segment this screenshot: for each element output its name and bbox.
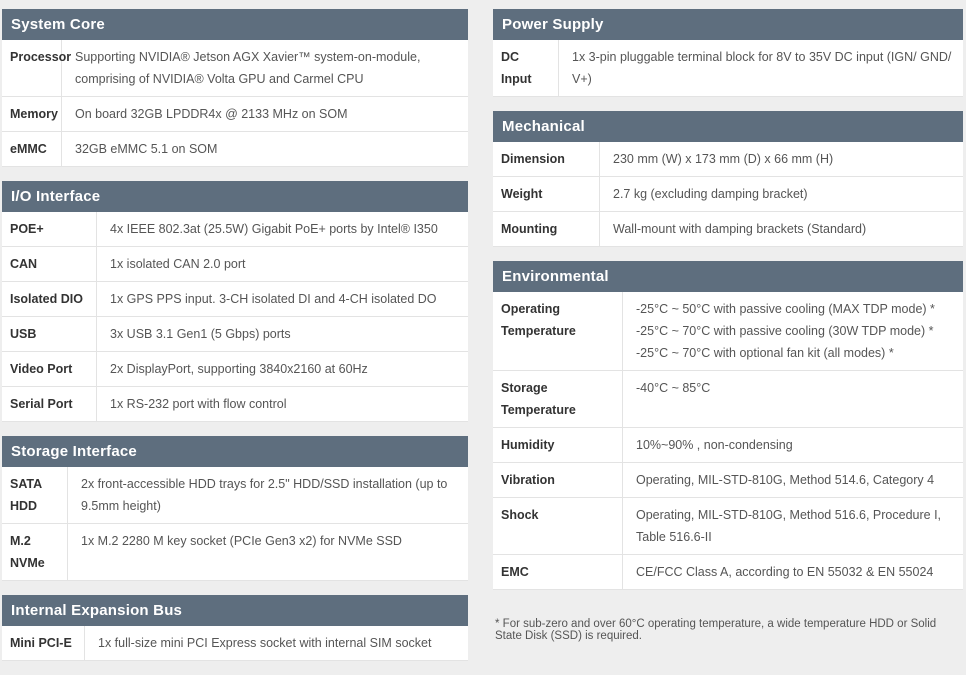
table-title: Power Supply [493, 9, 963, 40]
spec-value: 2x front-accessible HDD trays for 2.5" HDD/SSD installation (up to 9.5mm height) [81, 477, 448, 513]
spec-row [2, 467, 468, 524]
spec-value: 32GB eMMC 5.1 on SOM [75, 142, 218, 156]
spec-row [493, 428, 963, 463]
spec-value: 10%~90% , non-condensing [636, 438, 793, 452]
spec-row [493, 498, 963, 555]
spec-row [493, 555, 963, 590]
spec-value-line: -25°C ~ 70°C with passive cooling (30W TDP mode) * [636, 324, 934, 338]
spec-label: Weight [493, 177, 600, 211]
spec-label: Isolated DIO [2, 282, 97, 316]
spec-label: Mini PCI-E [2, 626, 85, 660]
spec-label: CAN [2, 247, 97, 281]
spec-label: USB [2, 317, 97, 351]
spec-label: Shock [493, 498, 623, 554]
spec-row [2, 97, 468, 132]
table-body [493, 292, 963, 590]
spec-column-left [2, 9, 468, 675]
spec-table [2, 9, 468, 167]
table-body [2, 212, 468, 422]
spec-value: 230 mm (W) x 173 mm (D) x 66 mm (H) [613, 152, 834, 166]
spec-row [493, 292, 963, 371]
spec-row [493, 142, 963, 177]
spec-label: Mounting [493, 212, 600, 246]
table-body [2, 626, 468, 661]
spec-value: 3x USB 3.1 Gen1 (5 Gbps) ports [110, 327, 291, 341]
spec-value: 1x M.2 2280 M key socket (PCIe Gen3 x2) for NVMe SSD [81, 534, 402, 548]
spec-value: 1x full-size mini PCI Express socket with internal SIM socket [98, 636, 432, 650]
spec-value [623, 292, 963, 370]
table-title: Storage Interface [2, 436, 468, 467]
spec-row [2, 317, 468, 352]
spec-value: Wall-mount with damping brackets (Standard) [613, 222, 867, 236]
spec-row [2, 524, 468, 581]
spec-value: On board 32GB LPDDR4x @ 2133 MHz on SOM [75, 107, 348, 121]
spec-label: DC Input [493, 40, 559, 96]
spec-row [2, 387, 468, 422]
spec-value-line: -25°C ~ 50°C with passive cooling (MAX TDP mode) * [636, 302, 935, 316]
table-title: System Core [2, 9, 468, 40]
table-title: Internal Expansion Bus [2, 595, 468, 626]
spec-label: M.2 NVMe [2, 524, 68, 580]
spec-label: Vibration [493, 463, 623, 497]
spec-row [2, 40, 468, 97]
table-title: Mechanical [493, 111, 963, 142]
spec-value: -40°C ~ 85°C [636, 381, 711, 395]
spec-value: CE/FCC Class A, according to EN 55032 & EN 55024 [636, 565, 934, 579]
table-title: I/O Interface [2, 181, 468, 212]
spec-row [493, 463, 963, 498]
spec-label: Operating Temperature [493, 292, 623, 370]
table-title: Environmental [493, 261, 963, 292]
table-body [2, 40, 468, 167]
spec-row [493, 212, 963, 247]
spec-table [493, 9, 963, 97]
spec-table [2, 595, 468, 661]
spec-row [2, 626, 468, 661]
spec-row [2, 247, 468, 282]
spec-label: Processor [2, 40, 62, 96]
spec-row [2, 282, 468, 317]
spec-value: Operating, MIL-STD-810G, Method 516.6, Procedure I, Table 516.6-II [636, 508, 942, 544]
spec-label: Storage Temperature [493, 371, 623, 427]
spec-value: Operating, MIL-STD-810G, Method 514.6, Category 4 [636, 473, 935, 487]
spec-value: 2.7 kg (excluding damping bracket) [613, 187, 808, 201]
spec-row [493, 371, 963, 428]
spec-value: 4x IEEE 802.3at (25.5W) Gigabit PoE+ ports by Intel® I350 [110, 222, 438, 236]
spec-column-right [493, 9, 963, 675]
spec-label: eMMC [2, 132, 62, 166]
spec-label: Memory [2, 97, 62, 131]
spec-label: SATA HDD [2, 467, 68, 523]
spec-row [493, 40, 963, 97]
spec-value: 1x 3-pin pluggable terminal block for 8V to 35V DC input (IGN/ GND/ V+) [572, 50, 952, 86]
spec-label: Dimension [493, 142, 600, 176]
spec-row [493, 177, 963, 212]
table-body [493, 142, 963, 247]
spec-value: 1x GPS PPS input. 3-CH isolated DI and 4-CH isolated DO [110, 292, 437, 306]
spec-label: Humidity [493, 428, 623, 462]
spec-value-line: -25°C ~ 70°C with optional fan kit (all modes) * [636, 346, 894, 360]
spec-table [2, 181, 468, 422]
table-body [2, 467, 468, 581]
spec-value: 2x DisplayPort, supporting 3840x2160 at 60Hz [110, 362, 368, 376]
spec-label: EMC [493, 555, 623, 589]
spec-label: POE+ [2, 212, 97, 246]
spec-table [493, 111, 963, 247]
spec-value: 1x isolated CAN 2.0 port [110, 257, 246, 271]
spec-value: 1x RS-232 port with flow control [110, 397, 287, 411]
spec-table [493, 261, 963, 590]
spec-table [2, 436, 468, 581]
spec-row [2, 212, 468, 247]
spec-label: Serial Port [2, 387, 97, 421]
footnote: * For sub-zero and over 60°C operating temperature, a wide temperature HDD or Solid State Disk (SSD) is required. [495, 618, 937, 642]
spec-row [2, 352, 468, 387]
spec-row [2, 132, 468, 167]
spec-label: Video Port [2, 352, 97, 386]
spec-value: Supporting NVIDIA® Jetson AGX Xavier™ system-on-module, comprising of NVIDIA® Volta GPU and Carmel CPU [75, 50, 421, 86]
table-body [493, 40, 963, 97]
